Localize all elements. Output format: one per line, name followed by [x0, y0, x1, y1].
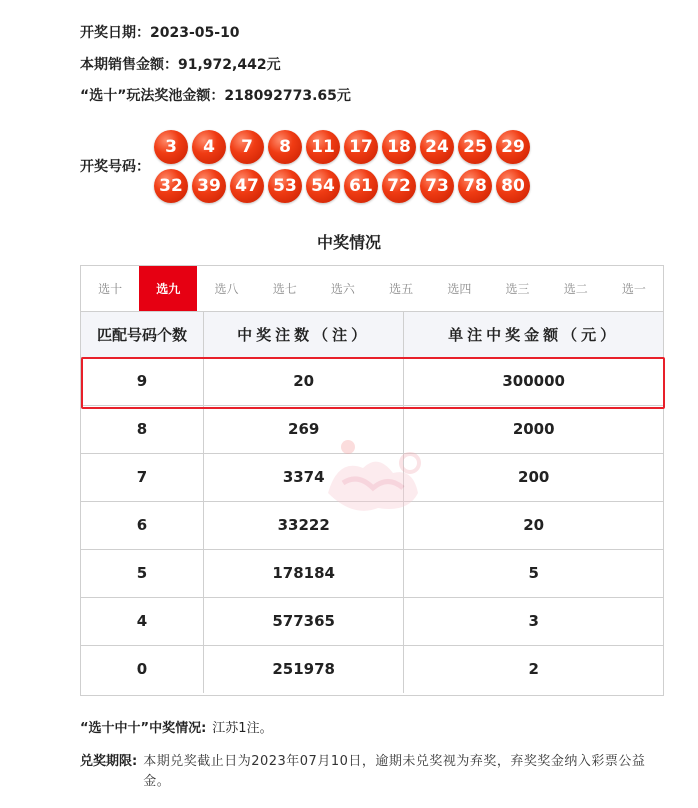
number-ball: 8: [268, 130, 302, 164]
number-ball: 18: [382, 130, 416, 164]
play-type-tabs: [81, 266, 663, 312]
prize-amount-cell: 5: [404, 549, 663, 597]
header-match-count: 匹配号码个数: [81, 312, 204, 357]
number-ball: 73: [420, 169, 454, 203]
pool-value: 218092773.65元: [224, 88, 351, 104]
winning-numbers-label: 开奖号码：: [80, 159, 150, 175]
winner-count-cell: 33222: [204, 501, 404, 549]
prize-amount-cell: 300000: [404, 357, 663, 405]
tab-select-1[interactable]: 选一: [621, 282, 646, 296]
prize-table-header: [81, 312, 663, 357]
draw-date-line: [80, 22, 240, 42]
pool-line: [80, 85, 351, 105]
table-row: [81, 549, 663, 597]
tab-select-2[interactable]: 选二: [563, 282, 588, 296]
number-ball: 11: [306, 130, 340, 164]
number-ball: 54: [306, 169, 340, 203]
draw-date-label: 开奖日期：: [80, 25, 150, 41]
table-row: [81, 453, 663, 501]
deadline-text: 本期兑奖截止日为2023年07月10日，逾期未兑奖视为弃奖，弃奖奖金纳入彩票公益金。: [143, 754, 646, 789]
number-ball: 7: [230, 130, 264, 164]
prize-amount-cell: 200: [404, 453, 663, 501]
number-ball: 72: [382, 169, 416, 203]
section-title: 中奖情况: [316, 233, 381, 252]
tab-select-6[interactable]: 选六: [330, 282, 355, 296]
match-count-cell: 6: [81, 501, 204, 549]
table-row: [81, 501, 663, 549]
number-ball: 53: [268, 169, 302, 203]
deadline-label: 兑奖期限:: [80, 754, 138, 769]
winner-count-cell: 577365: [204, 597, 404, 645]
number-ball: 39: [192, 169, 226, 203]
draw-date-value: 2023-05-10: [150, 25, 240, 41]
jackpot-label: “选十中十”中奖情况:: [80, 721, 207, 736]
winning-numbers: [80, 126, 640, 206]
table-row: [81, 645, 663, 693]
tab-select-3[interactable]: 选三: [505, 282, 530, 296]
match-count-cell: 0: [81, 645, 204, 693]
table-row: [81, 405, 663, 453]
sales-value: 91,972,442元: [178, 57, 281, 73]
jackpot-info: [80, 717, 273, 736]
table-row: [81, 597, 663, 645]
number-ball: 80: [496, 169, 530, 203]
winner-count-cell: 3374: [204, 453, 404, 501]
number-ball: 29: [496, 130, 530, 164]
winner-count-cell: 178184: [204, 549, 404, 597]
number-ball: 61: [344, 169, 378, 203]
number-ball: 78: [458, 169, 492, 203]
header-winner-count: 中奖注数（注）: [204, 312, 404, 357]
ball-row-1: [154, 130, 530, 164]
pool-label: “选十”玩法奖池金额：: [80, 88, 225, 104]
winner-count-cell: 251978: [204, 645, 404, 693]
number-ball: 17: [344, 130, 378, 164]
number-ball: 32: [154, 169, 188, 203]
prize-amount-cell: 2000: [404, 405, 663, 453]
prize-amount-cell: 2: [528, 660, 539, 679]
number-ball: 24: [420, 130, 454, 164]
tab-select-10[interactable]: 选十: [98, 282, 123, 296]
jackpot-text: 江苏1注。: [212, 721, 273, 736]
tab-select-4[interactable]: 选四: [447, 282, 472, 296]
sales-line: [80, 54, 281, 74]
deadline-info: [80, 752, 660, 792]
header-prize-amount: 单注中奖金额（元）: [404, 312, 663, 357]
number-ball: 47: [230, 169, 264, 203]
tab-select-8[interactable]: 选八: [214, 282, 239, 296]
table-row: [81, 357, 663, 405]
prize-table: [81, 312, 663, 693]
prize-amount-cell: 3: [404, 597, 663, 645]
number-ball: 3: [154, 130, 188, 164]
match-count-cell: 8: [81, 405, 204, 453]
winner-count-cell: 269: [204, 405, 404, 453]
tab-select-9[interactable]: 选九: [139, 266, 197, 311]
ball-row-2: [154, 169, 530, 203]
match-count-cell: 4: [81, 597, 204, 645]
match-count-cell: 9: [81, 357, 204, 405]
tab-select-5[interactable]: 选五: [389, 282, 414, 296]
winner-count-cell: 20: [204, 357, 404, 405]
match-count-cell: 5: [81, 549, 204, 597]
match-count-cell: 7: [81, 453, 204, 501]
prize-amount-cell: 20: [404, 501, 663, 549]
tab-select-7[interactable]: 选七: [272, 282, 297, 296]
number-ball: 25: [458, 130, 492, 164]
number-ball: 4: [192, 130, 226, 164]
sales-label: 本期销售金额：: [80, 57, 178, 73]
prize-panel: [80, 265, 664, 696]
